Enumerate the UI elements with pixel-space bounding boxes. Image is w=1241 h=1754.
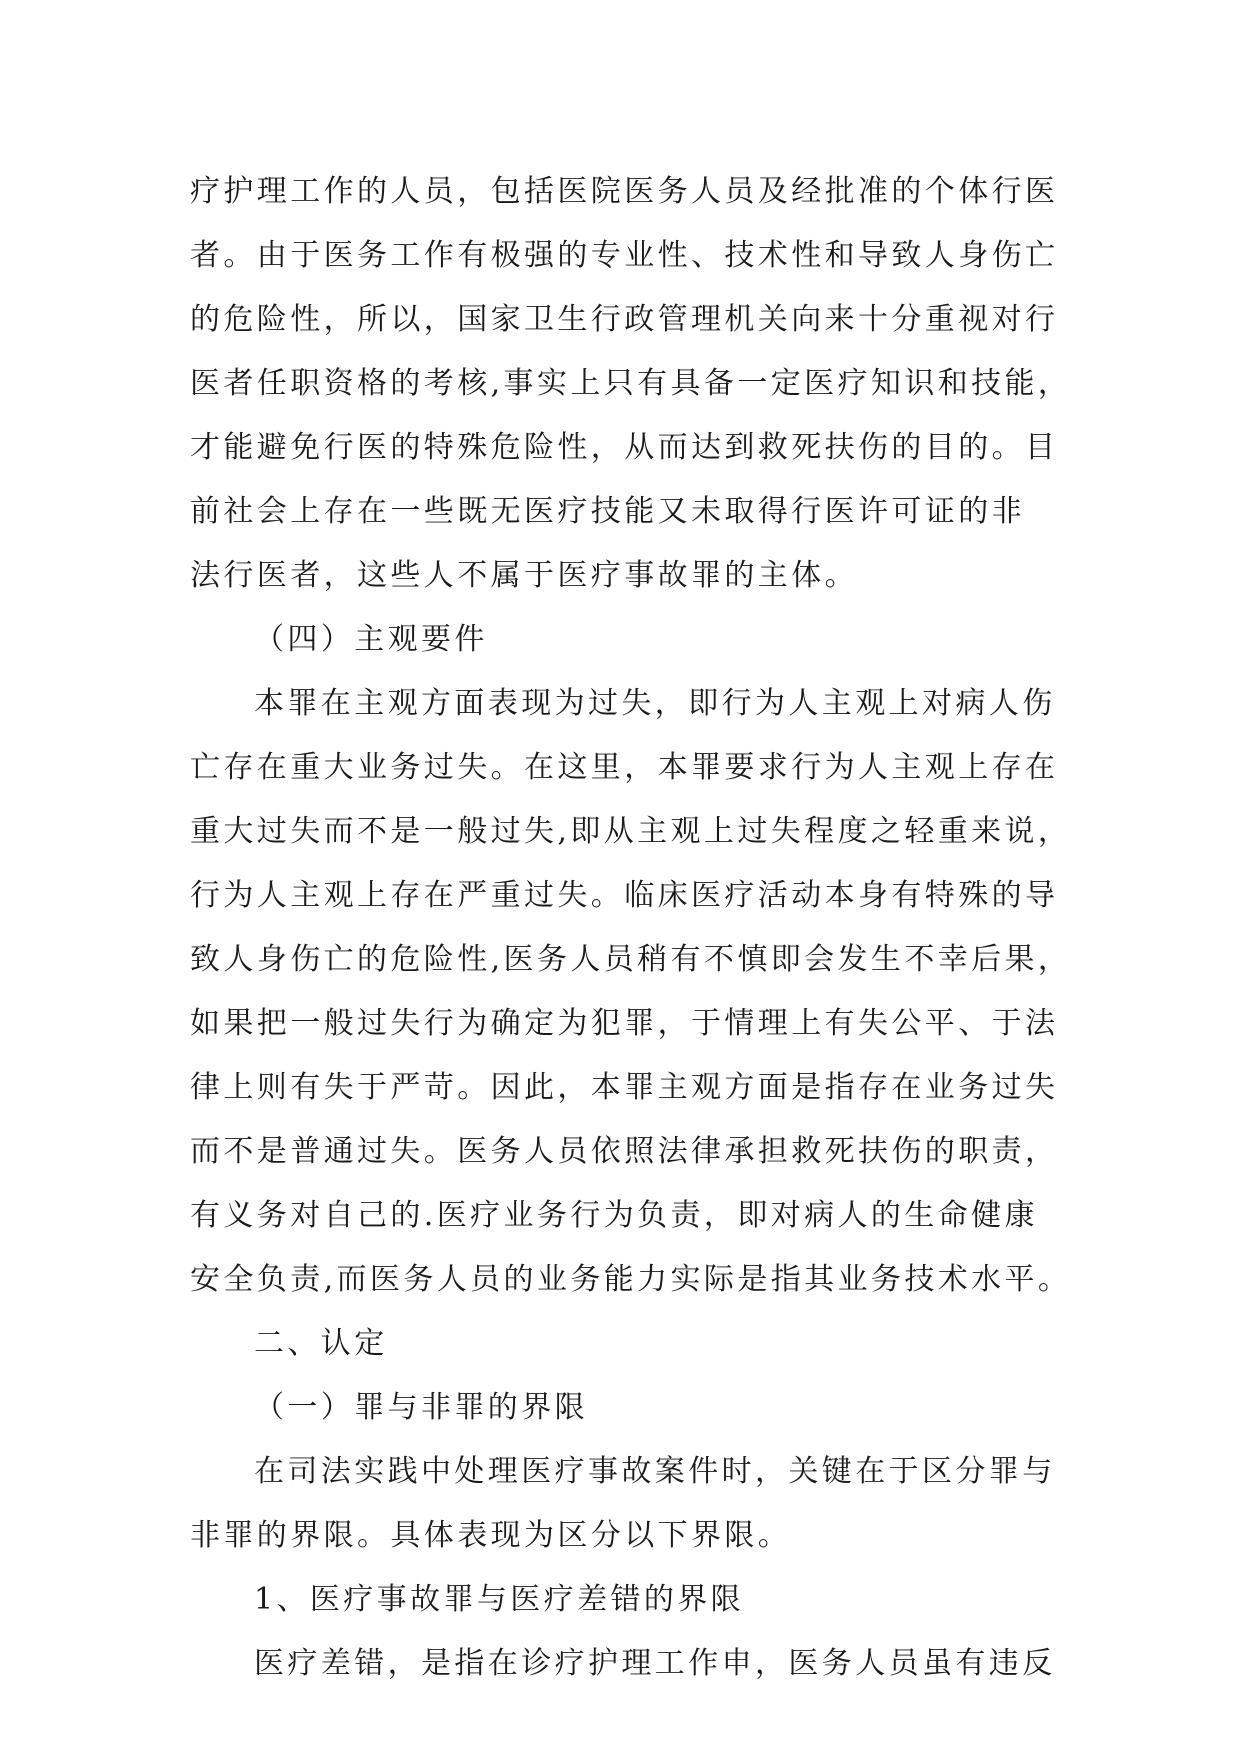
- text-line: 法行医者，这些人不属于医疗事故罪的主体。: [190, 558, 858, 593]
- subsection-heading: 1、医疗事故罪与医疗差错的界限: [254, 1582, 745, 1617]
- text-line: 安全负责,而医务人员的业务能力实际是指其业务技术水平。: [190, 1262, 1072, 1297]
- text-line: 医者任职资格的考核,事实上只有具备一定医疗知识和技能，: [190, 366, 1072, 401]
- text-line: 而不是普通过失。医务人员依照法律承担救死扶伤的职责，: [190, 1134, 1059, 1169]
- text-line: 亡存在重大业务过失。在这里，本罪要求行为人主观上存在: [190, 750, 1059, 785]
- paragraph-first-line: 本罪在主观方面表现为过失，即行为人主观上对病人伤: [254, 686, 1056, 721]
- section-heading: （四）主观要件: [254, 622, 488, 657]
- text-line: 重大过失而不是一般过失,即从主观上过失程度之轻重来说，: [190, 814, 1072, 849]
- text-line: 行为人主观上存在严重过失。临床医疗活动本身有特殊的导: [190, 878, 1059, 913]
- paragraph-first-line: 医疗差错，是指在诊疗护理工作申，医务人员虽有违反: [254, 1646, 1056, 1681]
- document-body: [190, 160, 1090, 1696]
- subsection-heading: （一）罪与非罪的界限: [254, 1390, 588, 1425]
- text-line: 有义务对自己的.医疗业务行为负责，即对病人的生命健康: [190, 1198, 1038, 1233]
- text-line: 如果把一般过失行为确定为犯罪，于情理上有失公平、于法: [190, 1006, 1059, 1041]
- text-line: 致人身伤亡的危险性,医务人员稍有不慎即会发生不幸后果，: [190, 942, 1072, 977]
- text-line: 者。由于医务工作有极强的专业性、技术性和导致人身伤亡: [190, 238, 1059, 273]
- text-line: 疗护理工作的人员，包括医院医务人员及经批准的个体行医: [190, 174, 1059, 209]
- section-heading: 二、认定: [254, 1326, 388, 1361]
- paragraph-first-line: 在司法实践中处理医疗事故案件时，关键在于区分罪与: [254, 1454, 1056, 1489]
- text-line: 前社会上存在一些既无医疗技能又未取得行医许可证的非: [190, 494, 1025, 529]
- text-line: 才能避免行医的特殊危险性，从而达到救死扶伤的目的。目: [190, 430, 1059, 465]
- text-line: 律上则有失于严苛。因此，本罪主观方面是指存在业务过失: [190, 1070, 1059, 1105]
- text-line: 非罪的界限。具体表现为区分以下界限。: [190, 1518, 792, 1553]
- text-line: 的危险性，所以，国家卫生行政管理机关向来十分重视对行: [190, 302, 1059, 337]
